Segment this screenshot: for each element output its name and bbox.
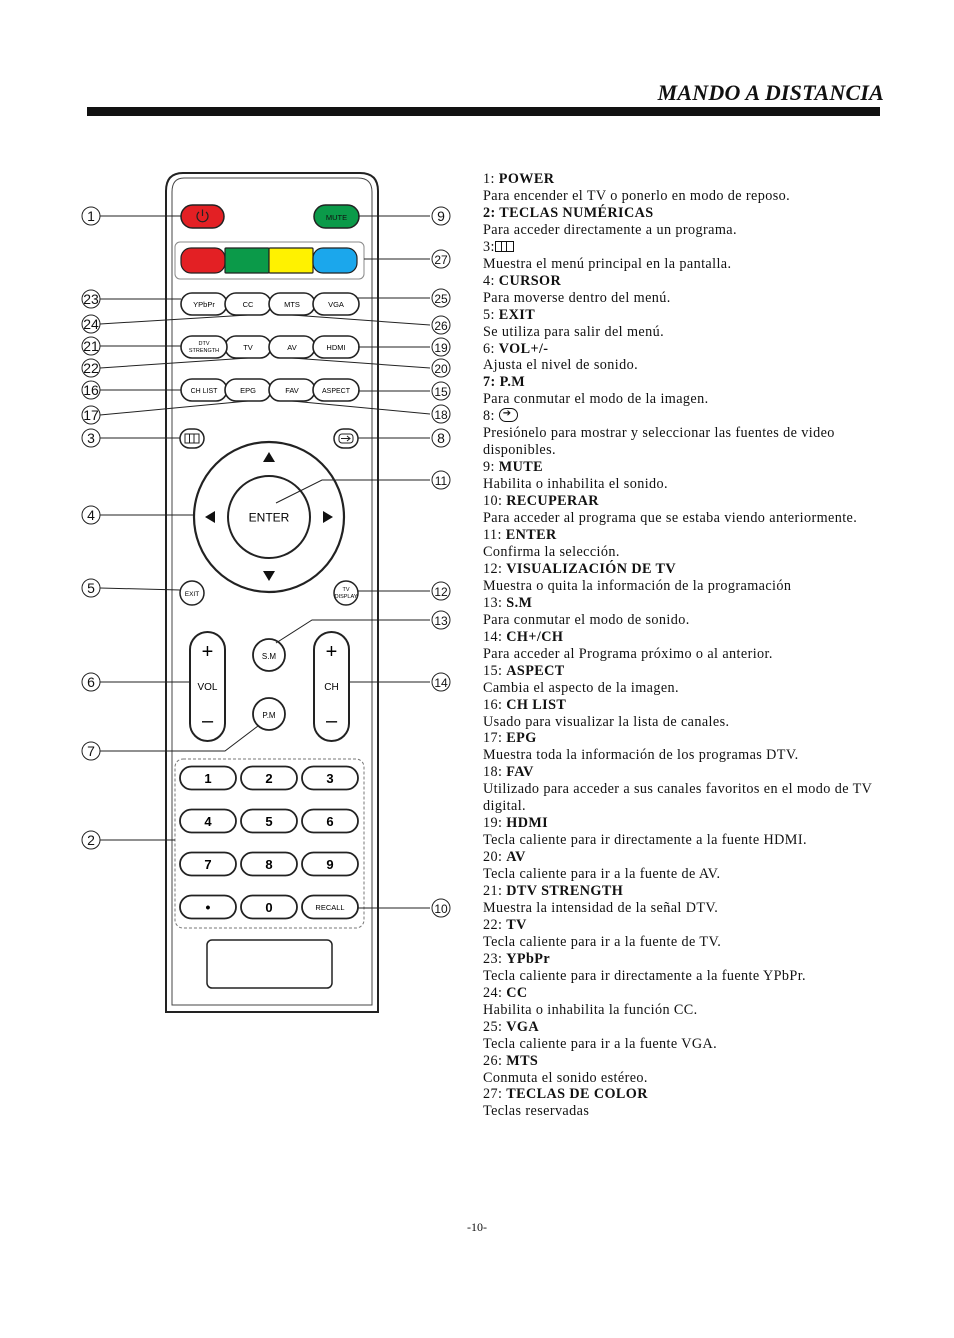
- vol-plus: +: [201, 641, 214, 663]
- item-heading: [483, 629, 893, 646]
- battery-cover-window: [207, 940, 332, 988]
- item-text: Usado para visualizar la lista de canales.: [483, 713, 730, 730]
- key-description-list: [483, 171, 893, 1120]
- item-key: MTS: [506, 1052, 539, 1069]
- item-heading: [483, 730, 893, 747]
- callout-number: 11: [434, 474, 448, 488]
- color-key-2[interactable]: [225, 248, 269, 273]
- source-icon: [499, 408, 518, 422]
- num-key-label: •: [205, 899, 211, 915]
- tv-display-label-2: DISPLAY: [334, 594, 358, 600]
- item-number: 18:: [483, 764, 507, 781]
- callout-line-right: [292, 401, 430, 414]
- item-key: CH LIST: [506, 696, 567, 713]
- item-heading: [483, 171, 893, 188]
- callout-number: 3: [87, 430, 95, 446]
- item-heading: [483, 849, 893, 866]
- item-heading: [483, 697, 893, 714]
- row-a-label-1: CC: [242, 300, 254, 309]
- sm-label: S.M: [261, 652, 277, 661]
- item-heading: [483, 459, 893, 476]
- item-number: 4:: [483, 272, 499, 289]
- item-text: Cambia el aspecto de la imagen.: [483, 679, 679, 696]
- callout-line-left: [100, 588, 180, 590]
- item-number: 1:: [483, 171, 499, 187]
- callout-number: 18: [434, 408, 448, 422]
- item-number: 16:: [483, 696, 507, 713]
- row-c-label-2: FAV: [285, 386, 299, 395]
- item-text: Ajusta el nivel de sonido.: [483, 357, 639, 374]
- callout-number: 25: [434, 292, 448, 306]
- item-number: 21:: [483, 883, 507, 900]
- callout-number: 4: [87, 507, 95, 523]
- callout-number: 9: [437, 208, 445, 224]
- item-number: 14:: [483, 628, 507, 645]
- page-number: -10-: [467, 1220, 487, 1234]
- menu-icon: [495, 241, 514, 252]
- callout-number: 14: [434, 676, 448, 690]
- item-number: 3:: [483, 238, 495, 255]
- callout-number: 16: [83, 382, 99, 398]
- callout-line-right: [292, 315, 430, 325]
- callout-number: 22: [83, 360, 99, 376]
- item-key: EPG: [506, 730, 537, 747]
- item-heading: [483, 764, 893, 781]
- item-key: YPbPr: [506, 950, 551, 967]
- callout-number: 7: [87, 743, 95, 759]
- item-key: ASPECT: [506, 662, 565, 679]
- callout-number: 23: [83, 291, 99, 307]
- color-key-4[interactable]: [313, 248, 357, 273]
- item-number: 13:: [483, 594, 507, 611]
- item-number: 12:: [483, 560, 507, 577]
- item-text: Tecla caliente para ir a la fuente VGA.: [483, 1035, 718, 1052]
- item-number: 23:: [483, 950, 507, 967]
- item-text: Para acceder directamente a un programa.: [483, 221, 737, 238]
- num-key-label: 8: [265, 857, 273, 872]
- item-number: 25:: [483, 1018, 507, 1035]
- vol-minus: –: [201, 710, 214, 732]
- num-key-label: 7: [204, 857, 212, 872]
- callout-number: 19: [434, 341, 448, 355]
- color-key-3[interactable]: [269, 248, 313, 273]
- item-key: ENTER: [505, 527, 557, 544]
- item-text: Para conmutar el modo de la imagen.: [483, 391, 709, 408]
- item-text: Para moverse dentro del menú.: [483, 289, 671, 306]
- item-key: VOL+/-: [498, 340, 549, 357]
- dtv-label-2: STRENGTH: [188, 348, 220, 354]
- item-heading: [483, 985, 893, 1002]
- pm-label: P.M: [262, 711, 276, 720]
- row-b-label-3: HDMI: [326, 343, 346, 352]
- recall-label: RECALL: [315, 903, 345, 912]
- item-heading: [483, 493, 893, 510]
- num-key-label: 3: [326, 771, 334, 786]
- item-text: Para acceder al programa que se estaba viendo anteriormente.: [483, 510, 858, 527]
- num-key-label: 6: [326, 814, 334, 829]
- item-key: MUTE: [498, 459, 543, 476]
- item-number: 17:: [483, 730, 507, 747]
- item-number: 9:: [483, 459, 499, 476]
- mute-label: MUTE: [325, 213, 348, 222]
- item-heading: [483, 663, 893, 680]
- row-c-label-3: ASPECT: [321, 388, 351, 395]
- item-key: VGA: [506, 1018, 540, 1035]
- exit-label: EXIT: [184, 591, 200, 598]
- item-key: DTV STRENGTH: [506, 883, 624, 900]
- item-text: Conmuta el sonido estéreo.: [483, 1069, 648, 1086]
- item-heading: [483, 951, 893, 968]
- item-text: Se utiliza para salir del menú.: [483, 323, 665, 340]
- num-key-label: 4: [204, 814, 212, 829]
- item-key: CH+/CH: [506, 628, 564, 645]
- callout-number: 26: [434, 319, 448, 333]
- item-heading: [483, 374, 893, 391]
- item-number: 10:: [483, 493, 507, 510]
- callout-line-right: [276, 620, 430, 643]
- item-number: 27:: [483, 1086, 507, 1103]
- item-text: Tecla caliente para ir directamente a la fuente HDMI.: [483, 832, 807, 849]
- menu-button[interactable]: [180, 429, 204, 448]
- row-a-label-2: MTS: [284, 300, 300, 309]
- item-number: 22:: [483, 916, 507, 933]
- item-text: Muestra o quita la información de la programación: [483, 577, 792, 594]
- callout-line-left: [100, 315, 248, 324]
- item-number: 26:: [483, 1052, 507, 1069]
- num-key-label: 0: [265, 900, 273, 915]
- item-text: Tecla caliente para ir directamente a la fuente YPbPr.: [483, 967, 806, 984]
- item-number: 11:: [483, 527, 506, 544]
- item-number: 24:: [483, 984, 507, 1001]
- callout-number: 12: [434, 585, 448, 599]
- item-heading: [483, 1086, 893, 1103]
- row-a-label-0: YPbPr: [193, 300, 215, 309]
- page-title: MANDO A DISTANCIA: [657, 80, 884, 105]
- item-heading: [483, 1053, 893, 1070]
- item-heading: [483, 239, 893, 256]
- item-heading: [483, 307, 893, 324]
- callout-number: 20: [434, 362, 448, 376]
- item-heading: [483, 527, 893, 544]
- item-text: Para encender el TV o ponerlo en modo de reposo.: [483, 187, 791, 204]
- callout-number: 27: [434, 253, 448, 267]
- item-text: Para acceder al Programa próximo o al anterior.: [483, 645, 773, 662]
- item-key: CURSOR: [498, 272, 562, 289]
- row-c-label-1: EPG: [240, 386, 256, 395]
- item-heading: [483, 341, 893, 358]
- item-key: TECLAS DE COLOR: [506, 1086, 648, 1103]
- tv-display-button[interactable]: [334, 581, 358, 605]
- item-heading: [483, 408, 893, 425]
- item-key: CC: [506, 984, 528, 1001]
- callout-number: 21: [83, 338, 99, 354]
- item-text: Muestra el menú principal en la pantalla.: [483, 255, 732, 272]
- item-heading: [483, 595, 893, 612]
- num-key-label: 9: [326, 857, 334, 872]
- ch-label: CH: [324, 682, 339, 693]
- item-heading: [483, 917, 893, 934]
- tv-display-label-1: TV: [342, 587, 350, 593]
- item-heading: [483, 205, 893, 222]
- item-key: 7: P.M: [483, 374, 526, 391]
- item-heading: [483, 815, 893, 832]
- row-b-label-1: TV: [243, 343, 253, 352]
- item-text: Tecla caliente para ir a la fuente de TV.: [483, 933, 722, 950]
- item-key: TV: [506, 916, 527, 933]
- callout-number: 24: [83, 316, 99, 332]
- row-a-label-3: VGA: [328, 300, 344, 309]
- item-heading: [483, 273, 893, 290]
- item-key: POWER: [498, 171, 555, 187]
- item-key: VISUALIZACIÓN DE TV: [506, 560, 677, 577]
- item-key: FAV: [506, 764, 534, 781]
- callout-number: 15: [434, 385, 448, 399]
- item-text: Muestra la intensidad de la señal DTV.: [483, 899, 719, 916]
- dtv-label-1: DTV: [198, 341, 210, 347]
- item-text: Presiónelo para mostrar y seleccionar las fuentes de video disponibles.: [483, 425, 835, 459]
- color-key-1[interactable]: [181, 248, 225, 273]
- item-number: 20:: [483, 849, 507, 866]
- callout-number: 2: [87, 832, 95, 848]
- item-number: 6:: [483, 340, 499, 357]
- item-text: Utilizado para acceder a sus canales favoritos en el modo de TV digital.: [483, 781, 873, 815]
- item-key: HDMI: [506, 815, 549, 832]
- item-text: Habilita o inhabilita la función CC.: [483, 1001, 698, 1018]
- num-key-label: 5: [265, 814, 273, 829]
- item-key: AV: [506, 849, 526, 866]
- item-key: RECUPERAR: [506, 493, 599, 510]
- num-key-label: 1: [204, 771, 212, 786]
- item-number: 5:: [483, 306, 499, 323]
- row-b-label-2: AV: [287, 343, 297, 352]
- item-text: Muestra toda la información de los programas DTV.: [483, 747, 799, 764]
- callout-number: 1: [87, 208, 95, 224]
- item-key: S.M: [506, 594, 533, 611]
- item-heading: [483, 561, 893, 578]
- item-text: Habilita o inhabilita el sonido.: [483, 476, 668, 493]
- item-number: 19:: [483, 815, 507, 832]
- item-number: 15:: [483, 662, 507, 679]
- ch-minus: –: [325, 710, 338, 732]
- num-key-label: 2: [265, 771, 273, 786]
- power-button[interactable]: [181, 205, 224, 228]
- dtv-strength-button[interactable]: [181, 336, 227, 358]
- enter-label: ENTER: [248, 510, 290, 525]
- callout-number: 8: [437, 430, 445, 446]
- color-keys[interactable]: [181, 248, 357, 273]
- item-text: Confirma la selección.: [483, 543, 620, 560]
- callout-line-left: [100, 358, 248, 368]
- item-heading: [483, 1019, 893, 1036]
- callout-number: 5: [87, 580, 95, 596]
- item-text: Tecla caliente para ir a la fuente de AV.: [483, 866, 721, 883]
- callout-line-left: [100, 726, 258, 751]
- item-text: Para conmutar el modo de sonido.: [483, 611, 690, 628]
- callout-number: 10: [434, 902, 448, 916]
- item-text: Teclas reservadas: [483, 1103, 590, 1120]
- item-heading: [483, 883, 893, 900]
- ch-plus: +: [325, 641, 338, 663]
- callout-line-left: [100, 401, 248, 415]
- row-c-label-0: CH LIST: [190, 388, 218, 395]
- vol-label: VOL: [197, 682, 218, 693]
- callout-number: 13: [434, 614, 448, 628]
- item-key: 2: TECLAS NUMÉRICAS: [483, 204, 654, 221]
- callout-number: 6: [87, 674, 95, 690]
- item-key: EXIT: [498, 306, 536, 323]
- callout-line-right: [292, 358, 430, 368]
- item-number: 8:: [483, 408, 499, 425]
- callout-number: 17: [83, 407, 99, 423]
